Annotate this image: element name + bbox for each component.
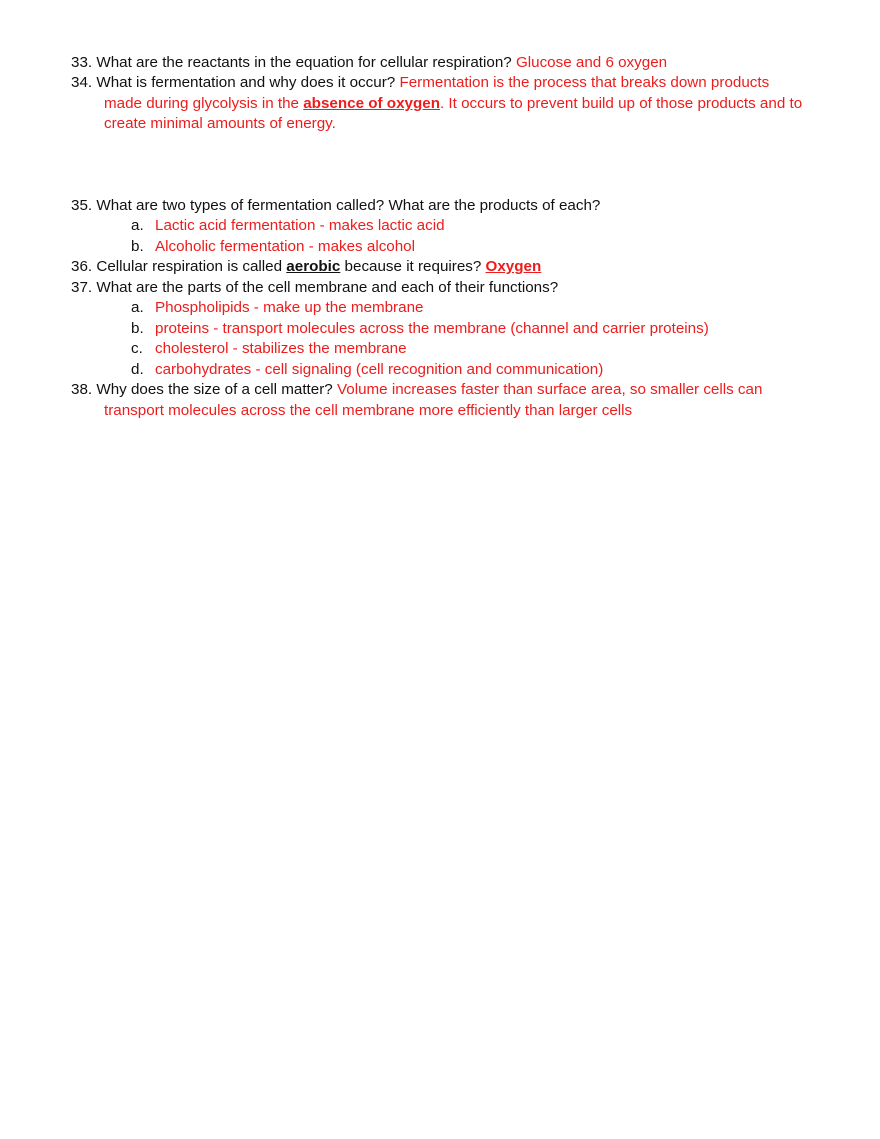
list-letter: a. xyxy=(131,217,144,234)
answer-emphasis: absence of oxygen xyxy=(303,95,440,112)
question-38-answer-line-2: transport molecules across the cell membrane more efficiently than larger cells xyxy=(104,402,633,419)
answer-text: . It occurs to prevent build up of those products and to xyxy=(439,95,803,112)
question-34-answer-line-2 xyxy=(104,94,802,114)
list-text: carbohydrates - cell signaling (cell recognition and communication) xyxy=(155,361,604,378)
question-35 xyxy=(71,196,600,216)
question-number: 35. xyxy=(71,197,93,214)
question-text: Why does the size of a cell matter? xyxy=(96,381,333,398)
question-text: What are the parts of the cell membrane and each of their functions? xyxy=(96,279,559,296)
question-34 xyxy=(71,73,769,93)
list-text: Phospholipids - make up the membrane xyxy=(155,299,424,316)
list-letter: a. xyxy=(131,299,144,316)
list-letter: c. xyxy=(131,340,143,357)
question-text: Cellular respiration is called xyxy=(96,258,287,275)
question-number: 34. xyxy=(71,74,93,91)
question-emphasis: aerobic xyxy=(286,258,341,275)
question-text: What is fermentation and why does it occur? xyxy=(96,74,396,91)
answer-text: Fermentation is the process that breaks down products xyxy=(399,74,770,91)
list-letter: d. xyxy=(131,361,144,378)
list-text: Lactic acid fermentation - makes lactic acid xyxy=(155,217,445,234)
question-text: What are two types of fermentation called? What are the products of each? xyxy=(96,197,601,214)
answer-text: made during glycolysis in the xyxy=(104,95,304,112)
question-number: 36. xyxy=(71,258,93,275)
list-text: Alcoholic fermentation - makes alcohol xyxy=(155,238,415,255)
list-text: proteins - transport molecules across the membrane (channel and carrier proteins) xyxy=(155,320,709,337)
question-37 xyxy=(71,278,558,298)
question-33 xyxy=(71,53,667,73)
question-number: 33. xyxy=(71,54,93,71)
question-number: 38. xyxy=(71,381,93,398)
list-letter: b. xyxy=(131,320,144,337)
list-letter: b. xyxy=(131,238,144,255)
question-number: 37. xyxy=(71,279,93,296)
answer-text: Oxygen xyxy=(485,258,542,275)
answer-text: Glucose and 6 oxygen xyxy=(515,54,668,71)
question-38 xyxy=(71,380,762,400)
question-text: because it requires? xyxy=(340,258,486,275)
list-text: cholesterol - stabilizes the membrane xyxy=(155,340,407,357)
question-34-answer-line-3: create minimal amounts of energy. xyxy=(104,115,336,132)
question-text: What are the reactants in the equation for cellular respiration? xyxy=(96,54,512,71)
answer-text: Volume increases faster than surface area, so smaller cells can xyxy=(336,381,763,398)
question-36 xyxy=(71,257,541,277)
